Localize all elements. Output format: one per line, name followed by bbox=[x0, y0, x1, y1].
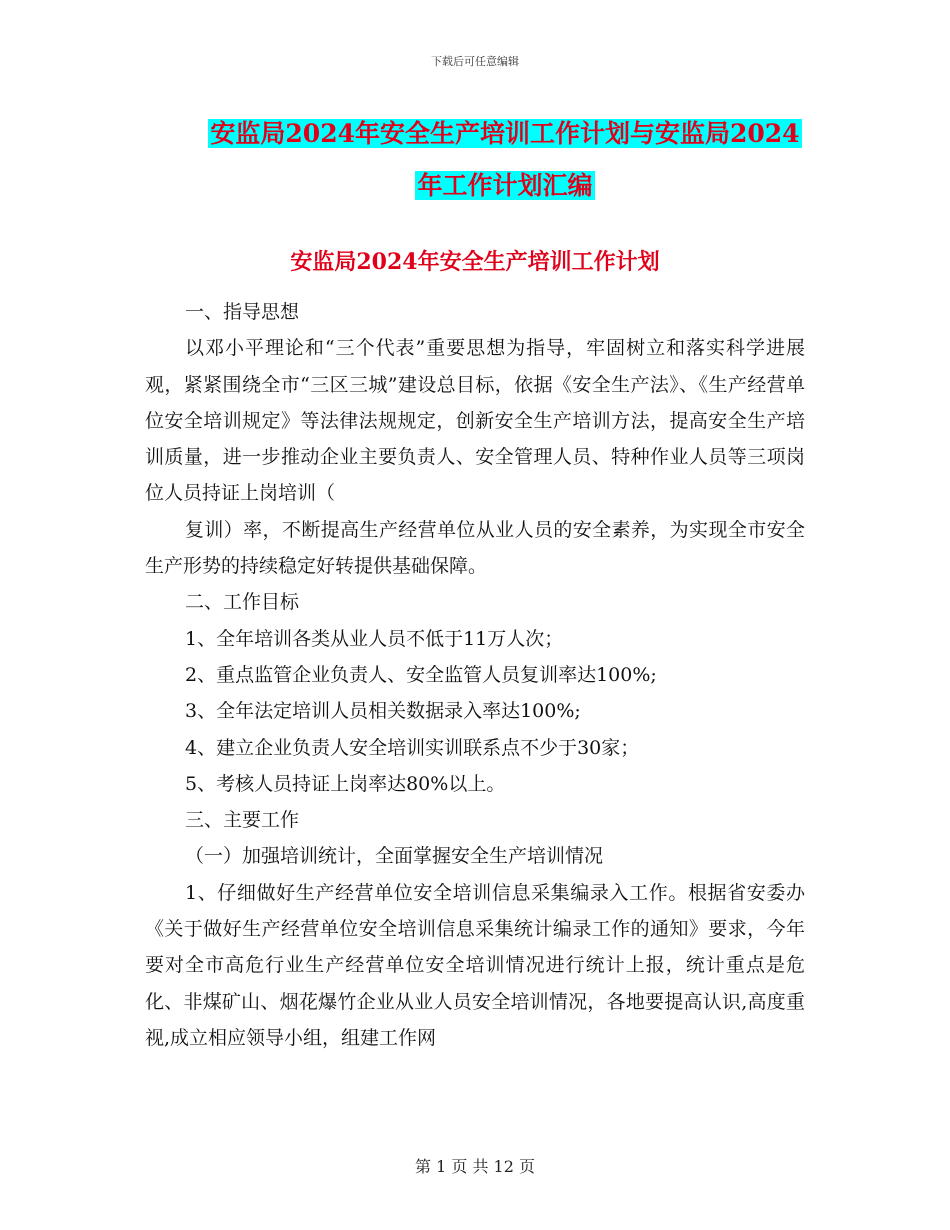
goal-item-4: 4、建立企业负责人安全培训实训联系点不少于30家； bbox=[185, 736, 640, 759]
goal-item-2: 2、重点监管企业负责人、安全监管人员复训率达100%; bbox=[185, 663, 657, 686]
goal-item-5: 5、考核人员持证上岗率达80%以上。 bbox=[185, 772, 506, 795]
paragraph-guiding-thought-cont: 复训）率，不断提高生产经营单位从业人员的安全素养，为实现全市安全生产形势的持续稳定好转提供基础保障。 bbox=[145, 518, 805, 578]
page-footer: 第 1 页 共 12 页 bbox=[415, 1157, 535, 1176]
document-title bbox=[145, 108, 865, 212]
section-title: 安监局2024年安全生产培训工作计划 bbox=[290, 249, 660, 275]
document-title-line-1: 安监局2024年安全生产培训工作计划与安监局2024 bbox=[210, 119, 800, 148]
document-title-line-2: 年工作计划汇编 bbox=[417, 171, 593, 200]
paragraph-training-info: 1、仔细做好生产经营单位安全培训信息采集编录入工作。根据省安委办《关于做好生产经营单位安全培训信息采集统计编录工作的通知》要求，今年要对全市高危行业生产经营单位安全培训情况进行统计上报，统计重点是危化、非煤矿山、烟花爆竹企业从业人员安全培训情况，各地要提高认识,高度重视,成立相应领导小组，组建工作网 bbox=[145, 881, 805, 1049]
subheading-training-statistics: （一）加强培训统计，全面掌握安全生产培训情况 bbox=[185, 845, 604, 868]
goal-item-3: 3、全年法定培训人员相关数据录入率达100%; bbox=[185, 700, 581, 723]
paragraph-guiding-thought: 以邓小平理论和“三个代表”重要思想为指导，牢固树立和落实科学进展观，紧紧围绕全市“三区三城”建设总目标，依据《安全生产法》、《生产经营单位安全培训规定》等法律法规规定，创新安全生产培训方法，提高安全生产培训质量，进一步推动企业主要负责人、安全管理人员、特种作业人员等三项岗位人员持证上岗培训（ bbox=[145, 337, 805, 505]
goal-item-1: 1、全年培训各类从业人员不低于11万人次； bbox=[185, 627, 564, 650]
document-body bbox=[145, 294, 805, 1056]
heading-guiding-thought: 一、指导思想 bbox=[185, 301, 300, 323]
header-note: 下载后可任意编辑 bbox=[431, 55, 519, 68]
heading-main-work: 三、主要工作 bbox=[185, 809, 300, 832]
heading-work-goals: 二、工作目标 bbox=[185, 591, 300, 614]
